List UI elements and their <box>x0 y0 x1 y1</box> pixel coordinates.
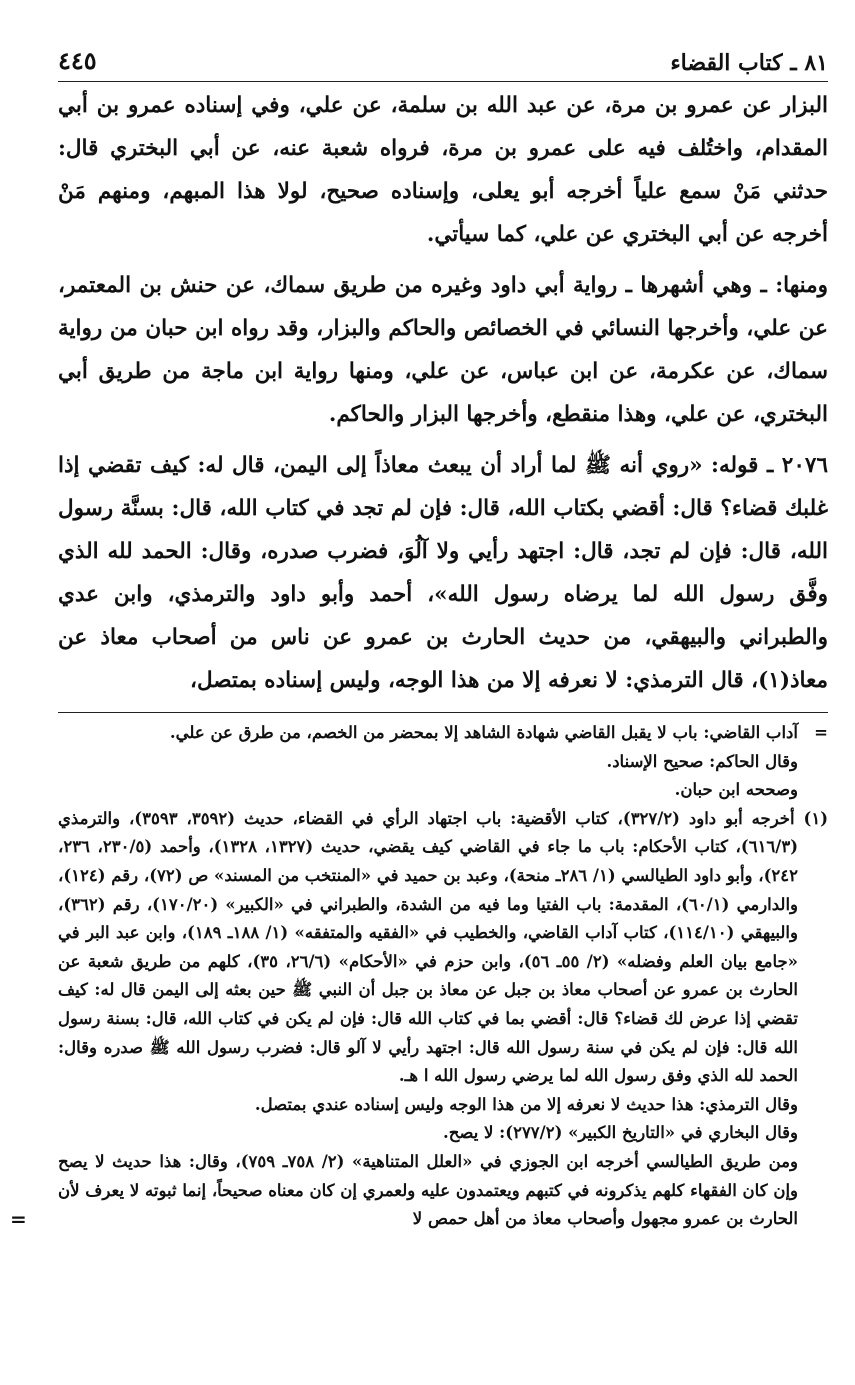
page-number: ٤٤٥ <box>58 46 97 75</box>
main-paragraph: ٢٠٧٦ ـ قوله: «روي أنه ﷺ لما أراد أن يبعث معاذاً إلى اليمن، قال له: كيف تقضي إذا غلبك قضاء؟ قال: أقضي بكتاب الله، قال: فإن لم تجد في كتاب الله، قال: بسنَّة رسول الله، قال: فإن لم تجد، قال: اجتهد رأيي ولا آلُوَ، فضرب صدره، وقال: الحمد لله الذي وفَّق رسول الله لما يرضاه رسول الله»، أحمد وأبو داود والترمذي، وابن عدي والطبراني والبيهقي، من حديث الحارث بن عمرو عن ناس من أصحاب معاذ عن معاذ(١)، قال الترمذي: لا نعرفه إلا من هذا الوجه، وليس إسناده بمتصل، <box>58 453 828 693</box>
footnote-separator <box>58 712 828 713</box>
main-paragraph: ومنها: ـ وهي أشهرها ـ رواية أبي داود وغيره من طريق سماك، عن حنش بن المعتمر، عن علي، وأخرجها النسائي في الخصائص والحاكم والبزار، وقد رواه ابن حبان من رواية سماك، عن عكرمة، عن ابن عباس، عن علي، ومنها رواية ابن ماجة من طريق أبي البختري، عن علي، وهذا منقطع، وأخرجها البزار والحاكم. <box>58 273 828 427</box>
book-page <box>10 28 828 1234</box>
header-rule <box>58 81 828 82</box>
footnote-line <box>58 719 828 748</box>
chapter-title: ٨١ ـ كتاب القضاء <box>670 50 828 76</box>
footnote-line: وقال الترمذي: هذا حديث لا نعرفه إلا من هذا الوجه وليس إسناده عندي بمتصل. <box>254 1094 798 1114</box>
footnote-line: وقال البخاري في «التاريخ الكبير» (٢٧٧/٢): لا يصح. <box>442 1123 798 1143</box>
main-text <box>58 84 828 702</box>
trailing-marker: = <box>10 1207 27 1232</box>
footnote-line: وقال الحاكم: صحيح الإسناد. <box>606 751 798 771</box>
footnote-1: (١) أخرجه أبو داود (٣٢٧/٢)، كتاب الأقضية: باب اجتهاد الرأي في القضاء، حديث (٣٥٩٢، ٣٥٩٣)، والترمذي (٦١٦/٣)، كتاب الأحكام: باب ما جاء في القاضي كيف يقضي، حديث (١٣٢٧، ١٣٢٨)، وأحمد (٢٣٠/٥، ٢٣٦، ٢٤٢)، وأبو داود الطيالسي (١/ ٢٨٦ـ منحة)، وعبد بن حميد في «المنتخب من المسند» ص (٧٢)، رقم (١٢٤)، والدارمي (٦٠/١)، المقدمة: باب الفتيا وما فيه من الشدة، والطبراني في «الكبير» (١٧٠/٢٠)، رقم (٣٦٢)، والبيهقي (١١٤/١٠)، كتاب آداب القاضي، والخطيب في «الفقيه والمتفقه» (١/ ١٨٨ـ ١٨٩)، وابن عبد البر في «جامع بيان العلم وفضله» (٢/ ٥٥ـ ٥٦)، وابن حزم في «الأحكام» (٢٦/٦، ٣٥)، كلهم من طريق شعبة عن الحارث بن عمرو عن أصحاب معاذ بن جبل عن معاذ بن جبل أن النبي ﷺ حين بعثه إلى اليمن قال له: كيف تقضي إذا عرض لك قضاء؟ قال: أقضي بما في كتاب الله قال: فإن لم يكن في كتاب الله، قال: بسنة رسول الله قال: فإن لم يكن في سنة رسول الله قال: اجتهد رأيي لا آلو قال: فضرب رسول الله ﷺ صدره وقال: الحمد لله الذي وفق رسول الله لما يرضي رسول الله ا هـ. <box>58 808 828 1086</box>
footnotes <box>10 719 828 1234</box>
footnote-line <box>10 1148 828 1234</box>
footnote-text: ومن طريق الطيالسي أخرجه ابن الجوزي في «العلل المتناهية» (٢/ ٧٥٨ـ ٧٥٩)، وقال: هذا حديث لا يصح وإن كان الفقهاء كلهم يذكرونه في كتبهم ويعتمدون عليه ولعمري إن كان معناه صحيحاً، إنما ثبوته لا يعرف لأن الحارث بن عمرو مجهول وأصحاب معاذ من أهل حمص لا <box>58 1151 798 1229</box>
footnote-text: آداب القاضي: باب لا يقبل القاضي شهادة الشاهد إلا بمحضر من الخصم، من طرق عن علي. <box>169 723 798 742</box>
page-header <box>58 28 828 84</box>
continuation-marker: = <box>814 723 828 742</box>
footnote-line: وصححه ابن حبان. <box>674 780 798 800</box>
main-paragraph: البزار عن عمرو بن مرة، عن عبد الله بن سلمة، عن علي، وفي إسناده عمرو بن أبي المقدام، واختُلف فيه على عمرو بن مرة، فرواه شعبة عنه، عن أبي البختري قال: حدثني مَنْ سمع علياً أخرجه أبو يعلى، وإسناده صحيح، لولا هذا المبهم، ومنهم مَنْ أخرجه عن أبي البختري عن علي، كما سيأتي. <box>58 93 828 247</box>
